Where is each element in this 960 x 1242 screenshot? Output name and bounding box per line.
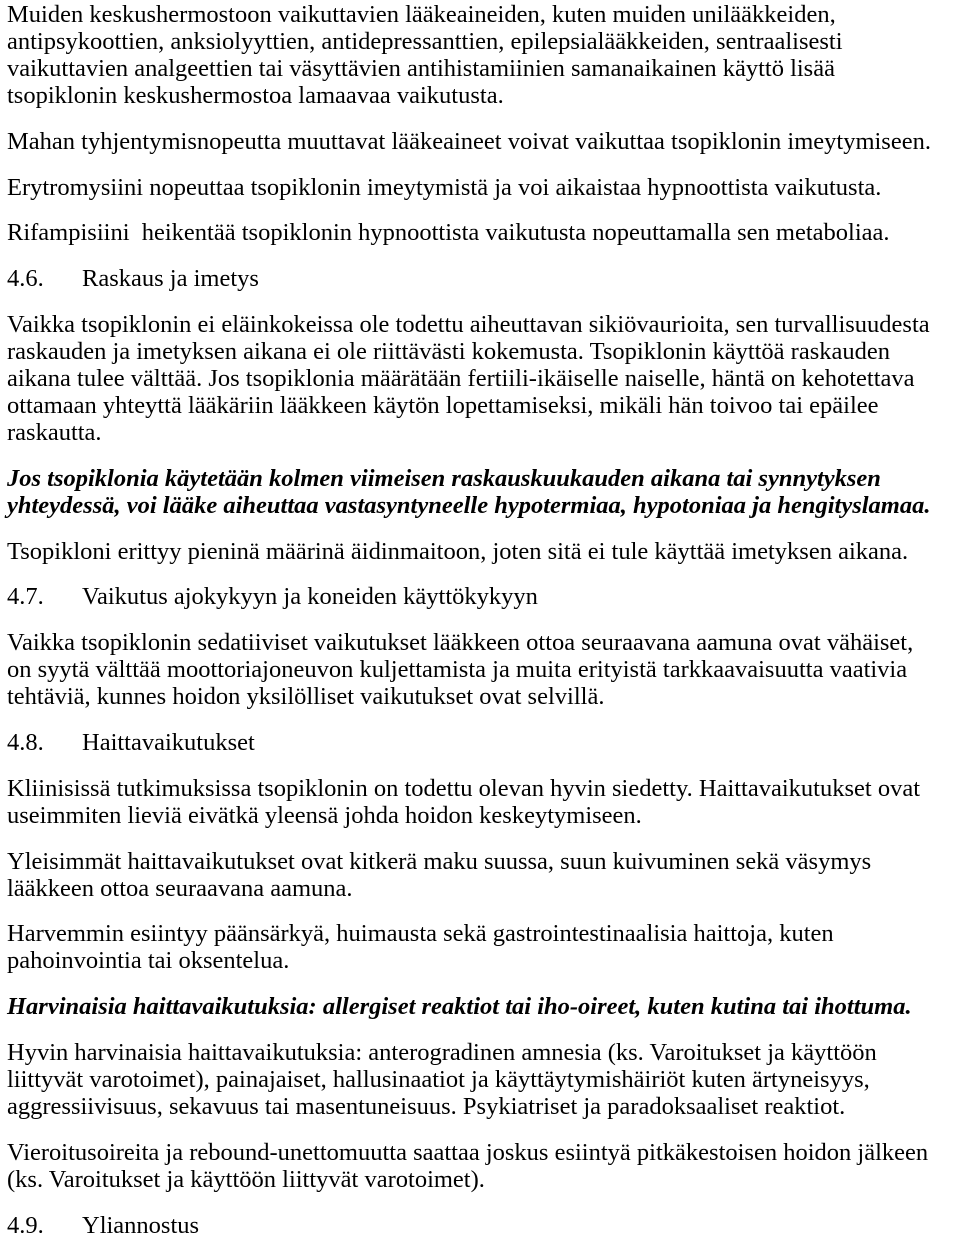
paragraph-driving: [7, 629, 960, 710]
paragraph-line: Vieroitusoireita ja rebound-unettomuutta saattaa joskus esiintyä pitkäkestoisen hoidon jälkeen: [7, 1138, 929, 1166]
paragraph-line: Kliinisissä tutkimuksissa tsopiklonin on todettu olevan hyvin siedetty. Haittavaikutukset ovat: [7, 774, 920, 802]
section-heading-4-7: [7, 583, 960, 610]
paragraph-line: Harvemmin esiintyy päänsärkyä, huimausta sekä gastrointestinaalisia haittoja, kuten: [7, 920, 834, 948]
paragraph-line: Mahan tyhjentymisnopeutta muuttavat lääkeaineet voivat vaikuttaa tsopiklonin imeytymiseen.: [7, 127, 931, 155]
section-heading-4-9: [7, 1212, 960, 1239]
paragraph-line: Rifampisiini heikentää tsopiklonin hypnoottista vaikutusta nopeuttamalla sen metaboliaa.: [7, 219, 890, 247]
paragraph-tolerability: [7, 775, 960, 829]
section-heading-4-8: [7, 729, 960, 756]
paragraph-third-trimester-warning: [7, 465, 960, 519]
section-number: 4.6.: [7, 265, 44, 293]
paragraph-line: Erytromysiini nopeuttaa tsopiklonin imeytymistä ja voi aikaistaa hypnoottista vaikutusta.: [7, 173, 882, 201]
paragraph-line: tsopiklonin keskushermostoa lamaavaa vaikutusta.: [7, 82, 504, 109]
paragraph-cns-interactions: [7, 1, 960, 109]
paragraph-line: Yleisimmät haittavaikutukset ovat kitkerä maku suussa, suun kuivuminen sekä väsymys: [7, 847, 872, 875]
paragraph-line: (ks. Varoitukset ja käyttöön liittyvät varotoimet).: [7, 1165, 485, 1193]
paragraph-line: aggressiivisuus, sekavuus tai masentuneisuus. Psykiatriset ja paradoksaaliset reaktiot.: [7, 1092, 846, 1120]
paragraph-line: liittyvät varotoimet), painajaiset, hallusinaatiot ja käyttäytymishäiriöt kuten ärtyneisyys,: [7, 1065, 870, 1093]
paragraph-line: Vaikka tsopiklonin ei eläinkokeissa ole todettu aiheuttavan sikiövaurioita, sen turvallisuudesta: [7, 310, 930, 338]
paragraph-erythromycin: [7, 174, 960, 201]
section-title: Vaikutus ajokykyyn ja koneiden käyttökykyyn: [82, 583, 538, 611]
paragraph-line: tehtäviä, kunnes hoidon yksilölliset vaikutukset ovat selvillä.: [7, 683, 605, 711]
paragraph-line: useimmiten lieviä eivätkä yleensä johda hoidon keskeytymiseen.: [7, 801, 642, 829]
section-title: Haittavaikutukset: [82, 728, 255, 756]
paragraph-rifampicin: [7, 219, 960, 246]
paragraph-line: antipsykoottien, anksiolyyttien, antidepressanttien, epilepsialääkkeiden, sentraalisesti: [7, 28, 843, 55]
paragraph-line: Muiden keskushermostoon vaikuttavien lääkeaineiden, kuten muiden unilääkkeiden,: [7, 1, 836, 28]
paragraph-line: Tsopikloni erittyy pieninä määrinä äidinmaitoon, joten sitä ei tule käyttää imetyksen aikana.: [7, 537, 909, 565]
paragraph-withdrawal: [7, 1139, 960, 1193]
paragraph-line: Vaikka tsopiklonin sedatiiviset vaikutukset lääkkeen ottoa seuraavana aamuna ovat vähäiset,: [7, 629, 914, 657]
section-number: 4.8.: [7, 728, 44, 756]
paragraph-rare-effects: [7, 993, 960, 1020]
section-number: 4.7.: [7, 583, 44, 611]
paragraph-pregnancy-safety: [7, 311, 960, 446]
paragraph-line: yhteydessä, voi lääke aiheuttaa vastasyntyneelle hypotermiaa, hypotoniaa ja hengityslamaa.: [7, 491, 931, 519]
paragraph-line: Harvinaisia haittavaikutuksia: allergiset reaktiot tai iho-oireet, kuten kutina tai ihottuma.: [7, 993, 912, 1021]
paragraph-most-common-effects: [7, 848, 960, 902]
paragraph-very-rare-effects: [7, 1039, 960, 1120]
paragraph-line: Hyvin harvinaisia haittavaikutuksia: anterogradinen amnesia (ks. Varoitukset ja käyttöön: [7, 1038, 877, 1066]
section-title: Raskaus ja imetys: [82, 265, 259, 293]
paragraph-line: raskauden ja imetyksen aikana ei ole riittävästi kokemusta. Tsopiklonin käyttöä raskauden: [7, 337, 890, 365]
paragraph-line: Jos tsopiklonia käytetään kolmen viimeisen raskauskuukauden aikana tai synnytyksen: [7, 464, 881, 492]
paragraph-breastfeeding: [7, 538, 960, 565]
paragraph-gastric-emptying: [7, 128, 960, 155]
paragraph-line: vaikuttavien analgeettien tai väsyttävien antihistamiinien samanaikainen käyttö lisää: [7, 55, 835, 82]
section-number: 4.9.: [7, 1211, 44, 1239]
paragraph-line: ottamaan yhteyttä lääkäriin lääkkeen käytön lopettamiseksi, mikäli hän toivoo tai epäilee: [7, 391, 879, 419]
section-heading-4-6: [7, 265, 960, 292]
paragraph-line: aikana tulee välttää. Jos tsopiklonia määrätään fertiili-ikäiselle naiselle, häntä on kehotettava: [7, 364, 915, 392]
paragraph-line: on syytä välttää moottoriajoneuvon kuljettamista ja muita erityistä tarkkaavaisuutta vaativia: [7, 656, 908, 684]
paragraph-less-common-effects: [7, 920, 960, 974]
paragraph-line: raskautta.: [7, 418, 102, 446]
paragraph-line: pahoinvointia tai oksentelua.: [7, 947, 290, 975]
section-title: Yliannostus: [82, 1211, 200, 1239]
paragraph-line: lääkkeen ottoa seuraavana aamuna.: [7, 874, 353, 902]
